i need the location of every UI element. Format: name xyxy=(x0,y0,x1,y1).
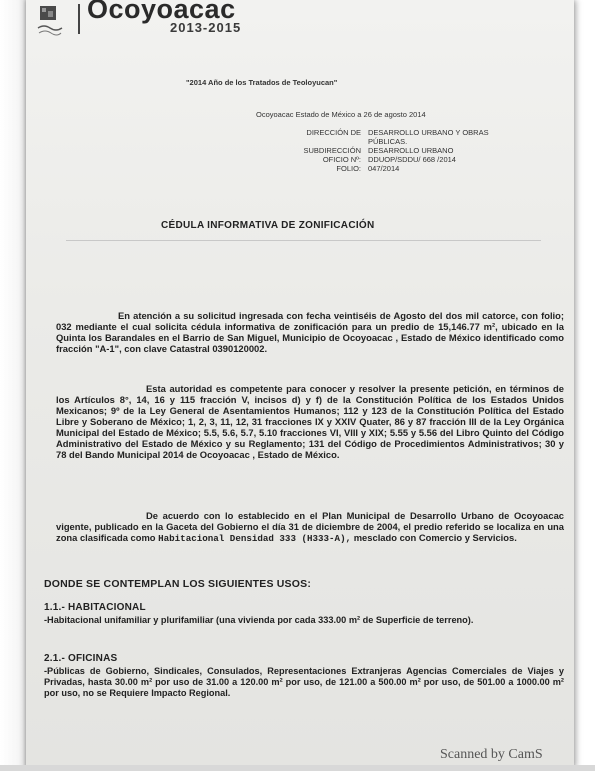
municipality-logo-name: Ocoyoacac xyxy=(87,0,236,24)
oficinas-text: -Públicas de Gobierno, Sindicales, Consulados, Representaciones Extranjeras Agencias Comerciales de Viajes y Privadas, hasta 30.00 m² por uso de 31.00 a 120.00 m² por uso, de 121.00 a 500.00 m² por uso, de 501.00 a 1000.00 m² por uso, no se Requiere Impacto Regional. xyxy=(44,666,564,698)
meta-values xyxy=(368,128,538,173)
folio-label: FOLIO: xyxy=(336,164,361,173)
habitacional-heading: 1.1.- HABITACIONAL xyxy=(44,602,146,613)
header-divider xyxy=(78,4,80,34)
paragraph-competence: Esta autoridad es competente para conocer y resolver la presente petición, en términos de los Artículos 8°, 14, 16 y 115 fracción V, incisos d) y f) de la Constitución Política de los Estados Unidos Mexicanos; 9º de la Ley General de Asentamientos Humanos; 112 y 123 de la Constitución Política del Estado Libre y Soberano de México; 1, 2, 3, 11, 12, 31 fracciones IX y XXIV Quater, 86 y 87 fracción III de la Ley Orgánica Municipal del Estado de México; 5.5, 5.6, 5.7, 5.10 fracciones VI, VIII y XIX; 5.55 y 5.56 del Libro Quinto del Código Administrativo del Estado de México y su Reglamento; 131 del Código de Procedimientos Administrativos; 30 y 78 del Bando Municipal 2014 de Ocoyoacac , Estado de México. xyxy=(56,383,564,460)
zoning-end: mesclado con Comercio y Servicios. xyxy=(353,532,517,543)
meta-labels xyxy=(241,128,361,173)
left-margin xyxy=(0,0,26,771)
oficinas-heading: 2.1.- OFICINAS xyxy=(44,653,118,664)
zoning-classification: Habitacional Densidad 333 (H333-A), xyxy=(158,533,352,544)
document-title: CÉDULA INFORMATIVA DE ZONIFICACIÓN xyxy=(161,220,375,231)
place-date: Ocoyoacac Estado de México a 26 de agosto 2014 xyxy=(256,110,426,119)
subdireccion-value: DESARROLLO URBANO xyxy=(368,146,454,155)
oficio-value: DDUOP/SDDU/ 668 /2014 xyxy=(368,155,456,164)
folio-value: 047/2014 xyxy=(368,164,400,173)
subdireccion-label: SUBDIRECCIÓN xyxy=(303,146,361,155)
uses-heading: DONDE SE CONTEMPLAN LOS SIGUIENTES USOS: xyxy=(44,578,312,590)
motto: "2014 Año de los Tratados de Teoloyucan" xyxy=(186,78,338,87)
paragraph-zoning xyxy=(56,510,564,544)
document-page xyxy=(26,0,574,768)
administration-years: 2013-2015 xyxy=(170,20,242,35)
bottom-edge xyxy=(0,765,595,771)
direccion-value: DESARROLLO URBANO Y OBRAS PÚBLICAS. xyxy=(368,128,489,146)
scan-watermark: Scanned by CamS xyxy=(440,747,543,762)
oficio-label: OFICIO Nº: xyxy=(322,155,361,164)
municipal-seal-icon xyxy=(36,2,64,38)
direccion-label: DIRECCIÓN DE xyxy=(306,128,361,137)
zoning-intro: De acuerdo con lo establecido en el Plan Municipal de Desarrollo Urbano de Ocoyoacac vigente, publicado en la Gaceta del Gobierno el día 31 de diciembre de 2004, el predio referido se localiza en una zona clasificada como xyxy=(56,510,564,543)
habitacional-text: -Habitacional unifamiliar y plurifamiliar (una vivienda por cada 333.00 m² de Superficie de terreno). xyxy=(44,615,474,625)
title-divider xyxy=(66,240,541,241)
paragraph-request: En atención a su solicitud ingresada con fecha veintiséis de Agosto del dos mil catorce, con folio; 032 mediante el cual solicita cédula informativa de zonificación para un predio de 15,146.77 m², ubicado en la Quinta los Barandales en el Barrio de San Miguel, Municipio de Ocoyoacac , Estado de México identificado como fracción "A-1", con clave Catastral 0390120002. xyxy=(56,310,564,354)
